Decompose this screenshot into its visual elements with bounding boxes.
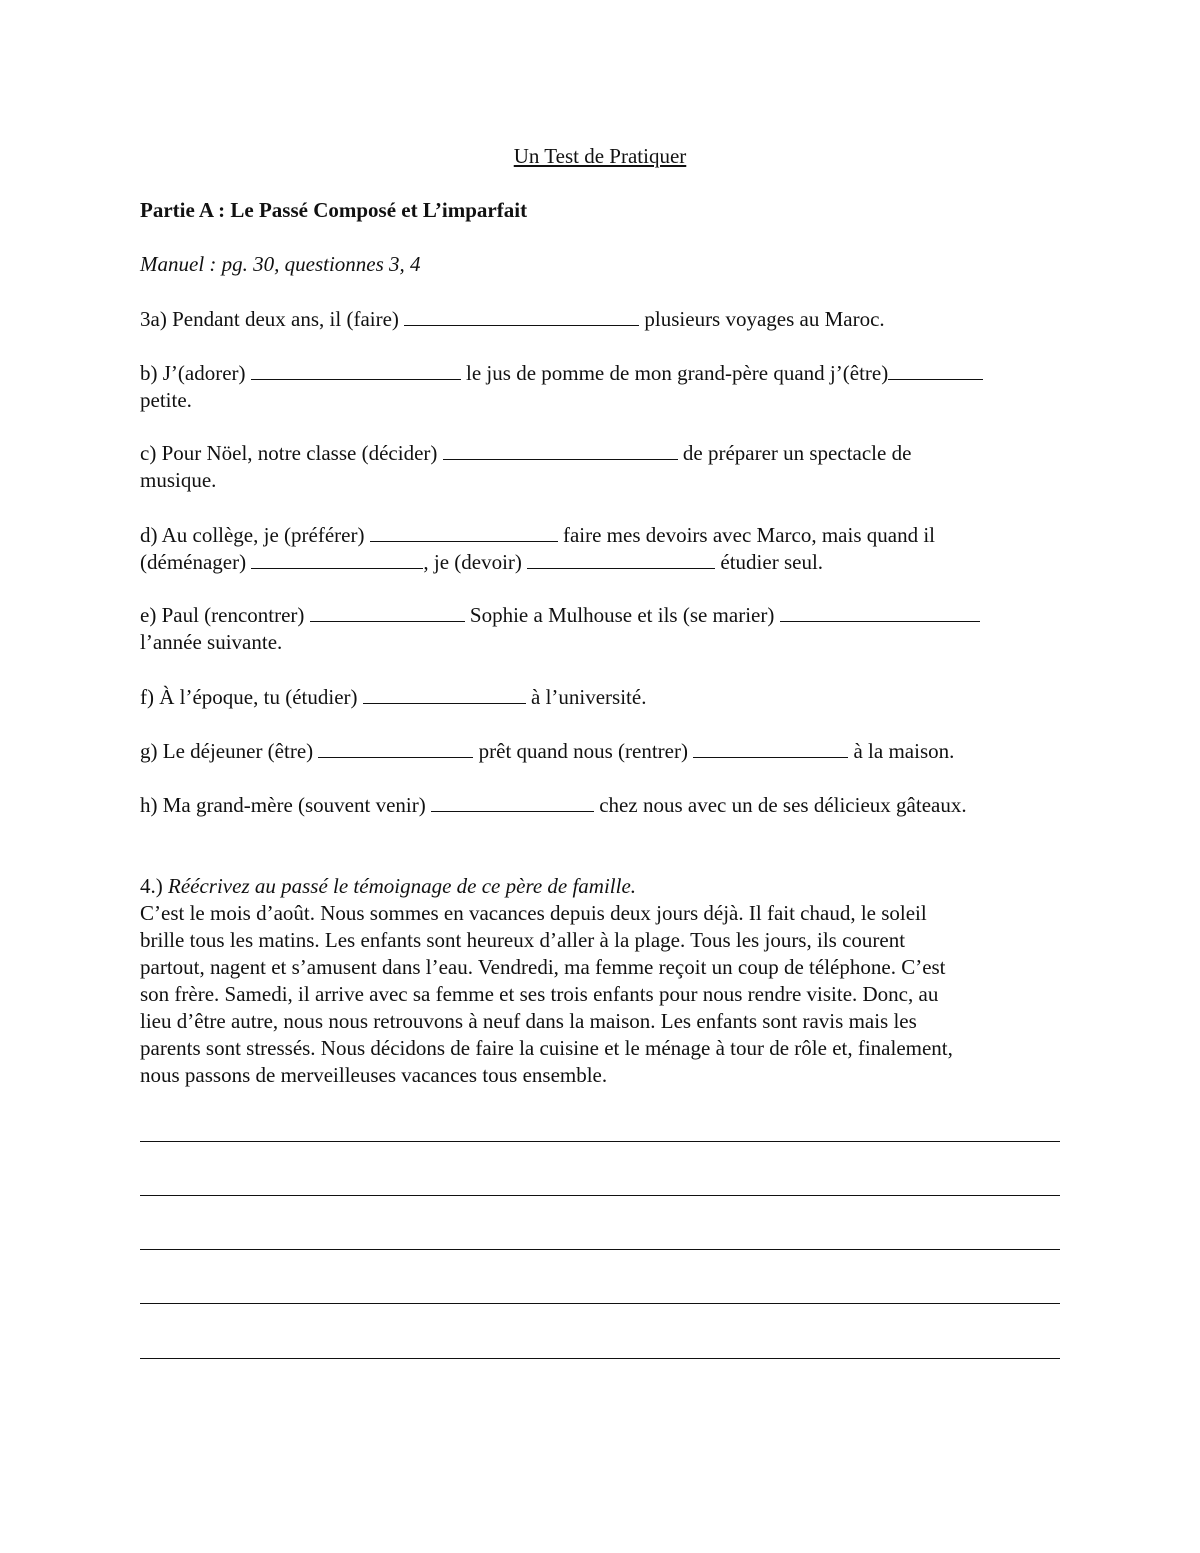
section-heading: Partie A : Le Passé Composé et L’imparfait <box>140 198 528 222</box>
question-text: , je (devoir) <box>423 550 528 574</box>
question-text: prêt quand nous (rentrer) <box>473 739 694 763</box>
question-text: h) Ma grand-mère (souvent venir) <box>140 793 431 817</box>
question-text: étudier seul. <box>715 550 824 574</box>
answer-blank[interactable] <box>693 738 848 758</box>
answer-blank[interactable] <box>431 792 594 812</box>
question-text: b) J’(adorer) <box>140 361 251 385</box>
question-text: de préparer un spectacle de <box>677 441 912 465</box>
passage-line: nous passons de merveilleuses vacances tous ensemble. <box>140 1063 608 1087</box>
question-text: d) Au collège, je (préférer) <box>140 523 370 547</box>
question-3c <box>140 440 1060 494</box>
passage-line: partout, nagent et s’amusent dans l’eau. Vendredi, ma femme reçoit un coup de téléphone. C’est <box>140 955 946 979</box>
question-text: petite. <box>140 388 192 412</box>
answer-blank[interactable] <box>780 602 980 622</box>
question-text: à l’université. <box>525 685 647 709</box>
answer-blank[interactable] <box>443 440 678 460</box>
answer-blank[interactable] <box>888 360 983 380</box>
question-text: faire mes devoirs avec Marco, mais quand il <box>557 523 936 547</box>
manual-reference: Manuel : pg. 30, questionnes 3, 4 <box>140 252 421 276</box>
question-text: (déménager) <box>140 550 252 574</box>
answer-writing-line[interactable] <box>140 1358 1060 1359</box>
answer-blank[interactable] <box>527 549 715 569</box>
answer-writing-line[interactable] <box>140 1249 1060 1250</box>
question-text: l’année suivante. <box>140 630 283 654</box>
answer-blank[interactable] <box>363 684 526 704</box>
question-3f <box>140 684 1060 711</box>
question-3d <box>140 522 1060 576</box>
question-text: à la maison. <box>848 739 955 763</box>
answer-blank[interactable] <box>251 549 423 569</box>
question-3h <box>140 792 1060 819</box>
answer-blank[interactable] <box>318 738 473 758</box>
answer-blank[interactable] <box>251 360 461 380</box>
answer-writing-line[interactable] <box>140 1141 1060 1142</box>
passage-line: son frère. Samedi, il arrive avec sa femme et ses trois enfants pour nous rendre visite. Donc, au <box>140 982 939 1006</box>
question-3b <box>140 360 1060 414</box>
answer-blank[interactable] <box>404 306 639 326</box>
passage-line: brille tous les matins. Les enfants sont heureux d’aller à la plage. Tous les jours, ils courent <box>140 928 906 952</box>
question-text: musique. <box>140 468 217 492</box>
answer-writing-line[interactable] <box>140 1303 1060 1304</box>
question-text: c) Pour Nöel, notre classe (décider) <box>140 441 443 465</box>
passage-line: lieu d’être autre, nous nous retrouvons à neuf dans la maison. Les enfants sont ravis mais les <box>140 1009 917 1033</box>
question-text: plusieurs voyages au Maroc. <box>639 307 885 331</box>
question-text: chez nous avec un de ses délicieux gâteaux. <box>593 793 967 817</box>
question-text: g) Le déjeuner (être) <box>140 739 319 763</box>
question-text: f) À l’époque, tu (étudier) <box>140 685 363 709</box>
page-title: Un Test de Pratiquer <box>513 144 687 168</box>
passage-line: C’est le mois d’août. Nous sommes en vacances depuis deux jours déjà. Il fait chaud, le soleil <box>140 901 927 925</box>
answer-writing-line[interactable] <box>140 1195 1060 1196</box>
question-text: le jus de pomme de mon grand-père quand j’(être) <box>460 361 889 385</box>
question-text: Sophie a Mulhouse et ils (se marier) <box>464 603 780 627</box>
answer-blank[interactable] <box>370 522 558 542</box>
exercise-4 <box>140 873 1060 1089</box>
answer-blank[interactable] <box>310 602 465 622</box>
exercise-instruction: Réécrivez au passé le témoignage de ce père de famille. <box>168 874 637 898</box>
passage-line: parents sont stressés. Nous décidons de faire la cuisine et le ménage à tour de rôle et, finalement, <box>140 1036 953 1060</box>
question-3e <box>140 602 1060 656</box>
question-3g <box>140 738 1060 765</box>
exercise-number: 4.) <box>140 874 168 898</box>
question-3a <box>140 306 1060 333</box>
question-text: 3a) Pendant deux ans, il (faire) <box>140 307 405 331</box>
question-text: e) Paul (rencontrer) <box>140 603 310 627</box>
